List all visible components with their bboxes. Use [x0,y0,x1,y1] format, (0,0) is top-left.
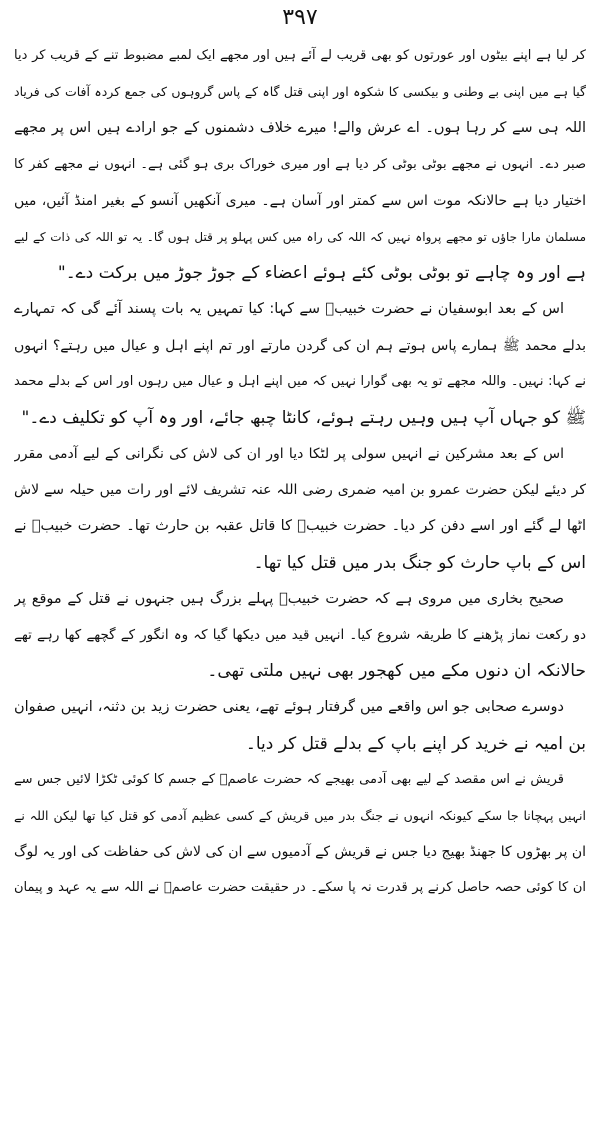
text-line: اس کے بعد مشرکین نے انہیں سولی پر لٹکا دیا اور ان کی لاش کی نگرانی کے لیے آدمی مقرر [14,446,564,463]
text-line: صحیح بخاری میں مروی ہے کہ حضرت خبیبؓ پہلے بزرگ ہیں جنہوں نے قتل کے موقع پر [14,590,564,607]
text-line: کر دیئے لیکن حضرت عمرو بن امیہ ضمری رضی اللہ عنہ تشریف لائے اور رات میں حیلہ سے لاش [14,482,586,499]
text-line: گیا ہے میں اپنی بے وطنی و بیکسی کا شکوہ اور اپنی قتل گاہ کے پاس گروہوں کی جمع کردہ آفات کی فریاد [14,84,586,100]
text-line: ﷺ کو جہاں آپ ہیں وہیں رہتے ہوئے، کانٹا چبھ جائے، اور وہ آپ کو تکلیف دے۔" [21,407,586,428]
text-line: صبر دے۔ انہوں نے مجھے بوٹی بوٹی کر دیا ہے اور میری خوراک بری ہو گئی ہے۔ انہوں نے مجھے کفر کا [14,156,586,172]
text-line: انہیں پہچانا جا سکے کیونکہ انہوں نے جنگ بدر میں قریش کے کسی عظیم آدمی کو قتل کیا تھا لیکن اللہ نے [14,807,586,823]
text-line: قریش نے اس مقصد کے لیے بھی آدمی بھیجے کہ حضرت عاصمؓ کے جسم کا کوئی ٹکڑا لائیں جس سے [14,771,564,787]
text-line: بدلے محمد ﷺ ہمارے پاس ہوتے ہم ان کی گردن مارتے اور تم اپنے اہل و عیال میں رہتے؟ انہوں [14,337,586,354]
text-line: اختیار دیا ہے حالانکہ موت اس سے کمتر اور آسان ہے۔ میری آنکھیں آنسو کے بغیر امنڈ آئیں، میں [14,192,586,209]
text-line: دو رکعت نماز پڑھنے کا طریقہ شروع کیا۔ انہیں قید میں دیکھا گیا کہ وہ انگور کے گچھے کھا رہے تھے [14,627,586,643]
text-line: اس کے بعد ابوسفیان نے حضرت خبیبؓ سے کہا: کیا تمہیں یہ بات پسند آئے گی کہ تمہارے [14,301,564,318]
text-line: حالانکہ ان دنوں مکے میں کھجور بھی نہیں ملتی تھی۔ [207,661,586,682]
page-number: ۳۹۷ [282,5,318,30]
text-line: کر لیا ہے اپنے بیٹوں اور عورتوں کو بھی قریب لے آئے ہیں اور مجھے ایک لمبے مضبوط تنے کے قریب کر دیا [14,48,586,63]
text-line: ان کا کوئی حصہ حاصل کرنے پر قدرت نہ پا سکے۔ در حقیقت حضرت عاصمؓ نے اللہ سے یہ عہد و پیمان [14,880,586,896]
text-line: دوسرے صحابی جو اس واقعے میں گرفتار ہوئے تھے، یعنی حضرت زید بن دثنہ، انہیں صفوان [14,699,564,716]
text-line: ہے اور وہ چاہے تو بوٹی بوٹی کئے ہوئے اعضاء کے جوڑ جوڑ میں برکت دے۔" [57,263,586,284]
text-line: اس کے باپ حارث کو جنگ بدر میں قتل کیا تھا۔ [253,552,586,573]
text-line: اٹھا لے گئے اور اسے دفن کر دیا۔ حضرت خبیبؓ کا قاتل عقبہ بن حارث تھا۔ حضرت خبیبؓ نے [14,518,586,535]
text-line: اللہ ہی سے کر رہا ہوں۔ اے عرش والے! میرے خلاف دشمنوں کے جو ارادے ہیں اس پر مجھے [14,120,586,137]
page-body-text [14,38,586,907]
text-line: بن امیہ نے خرید کر اپنے باپ کے بدلے قتل کر دیا۔ [245,733,586,754]
text-line: ان پر بھڑوں کا جھنڈ بھیج دیا جس نے قریش کے آدمیوں سے ان کی لاش کی حفاظت کی اور یہ لوگ [14,844,586,861]
text-line: نے کہا: نہیں۔ واللہ مجھے تو یہ بھی گوارا نہیں کہ میں اپنے اہل و عیال میں رہوں اور اس کے بدلے محمد [14,373,586,389]
text-line: مسلمان مارا جاؤں تو مجھے پرواہ نہیں کہ اللہ کی راہ میں کس پہلو پر قتل ہوں گا۔ یہ تو اللہ کی ذات کے لیے [14,229,586,244]
